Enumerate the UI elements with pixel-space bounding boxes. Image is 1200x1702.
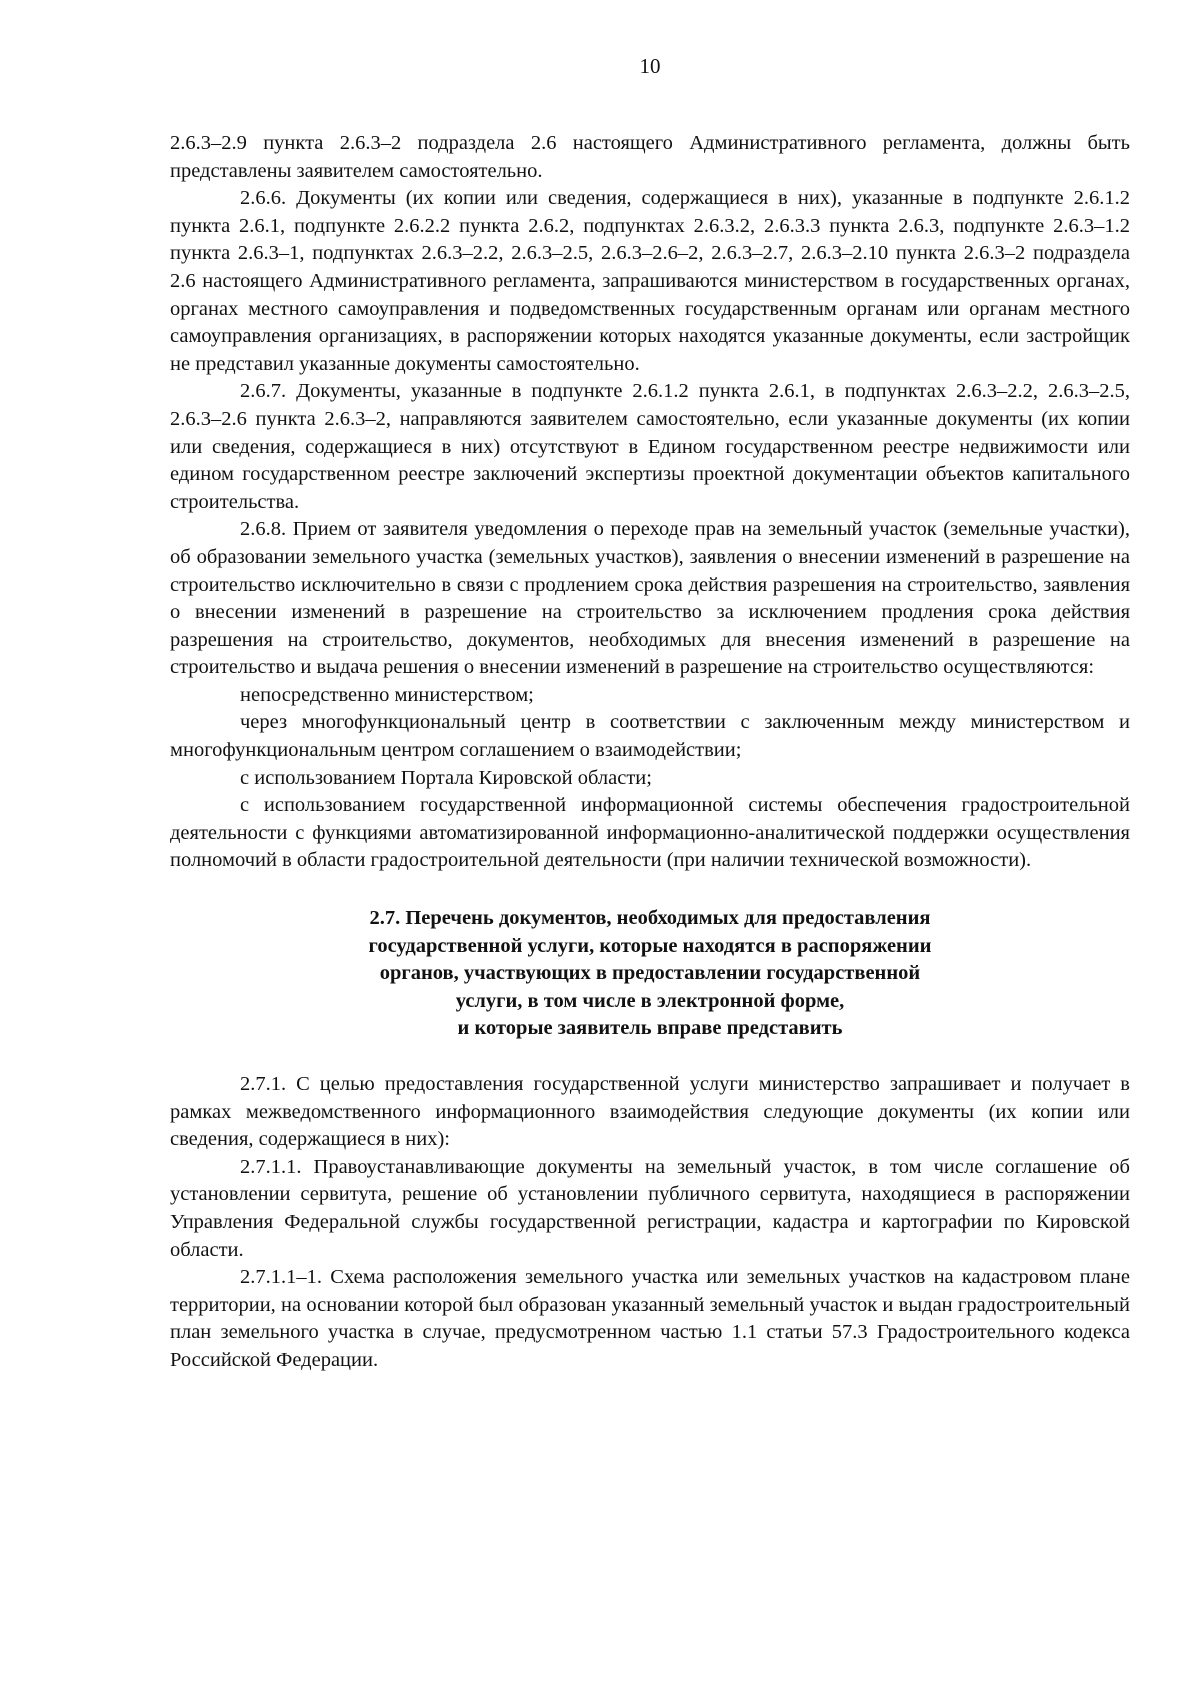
paragraphs-before-heading xyxy=(170,130,1130,875)
list-item: непосредственно министерством; xyxy=(240,683,534,706)
section-heading xyxy=(290,905,1010,1043)
paragraph: 2.6.3–2.9 пункта 2.6.3–2 подраздела 2.6 настоящего Административного регламента, должны быть представлены заявителем самостоятельно. xyxy=(170,132,1130,182)
paragraph: 2.7.1.1–1. Схема расположения земельного участка или земельных участков на кадастровом плане территории, на основании которой был образован указанный земельный участок и выдан градостроительный план земельного участка в случае, предусмотренном частью 1.1 статьи 57.3 Градостроительного кодекса Российской Федерации. xyxy=(170,1266,1130,1371)
section-heading-line: 2.7. Перечень документов, необходимых для предоставления xyxy=(369,907,931,930)
section-heading-line: и которые заявитель вправе представить xyxy=(457,1017,843,1040)
section-heading-line: государственной услуги, которые находятся в распоряжении xyxy=(368,934,932,957)
section-heading-line: услуги, в том числе в электронной форме, xyxy=(455,989,845,1012)
paragraphs-after-heading xyxy=(170,1071,1130,1375)
list-item: через многофункциональный центр в соответствии с заключенным между министерством и многофункциональным центром соглашением о взаимодействии; xyxy=(170,711,1130,762)
page-number: 10 xyxy=(639,54,661,78)
paragraph: 2.6.6. Документы (их копии или сведения, содержащиеся в них), указанные в подпункте 2.6.1.2 пункта 2.6.1, подпункте 2.6.2.2 пункта 2.6.2, подпунктах 2.6.3.2, 2.6.3.3 пункта 2.6.3, подпункте 2.6.3–1.2 пункта 2.6.3–1, подпунктах 2.6.3–2.2, 2.6.3–2.5, 2.6.3–2.6–2, 2.6.3–2.7, 2.6.3–2.10 пункта 2.6.3–2 подраздела 2.6 настоящего Административного регламента, запрашиваются министерством в государственных органах, органах местного самоуправления и подведомственных государственным органам или органам местного самоуправления организациях, в распоряжении которых находятся указанные документы, если застройщик не представил указанные документы самостоятельно. xyxy=(170,187,1130,375)
section-heading-line: органов, участвующих в предоставлении государственной xyxy=(379,962,921,985)
list-item: с использованием государственной информационной системы обеспечения градостроительной деятельности с функциями автоматизированной информационно-аналитической поддержки осуществления полномочий в области градостроительной деятельности (при наличии технической возможности). xyxy=(170,794,1130,872)
document-page xyxy=(170,52,1130,1375)
paragraph: 2.6.8. Прием от заявителя уведомления о переходе прав на земельный участок (земельные участки), об образовании земельного участка (земельных участков), заявления о внесении изменений в разрешение на строительство исключительно в связи с продлением срока действия разрешения на строительство, заявления о внесении изменений в разрешение на строительство за исключением продления срока действия разрешения на строительство, документов, необходимых для внесения изменений в разрешение на строительство и выдача решения о внесении изменений в разрешение на строительство осуществляются: xyxy=(170,518,1130,679)
paragraph: 2.6.7. Документы, указанные в подпункте 2.6.1.2 пункта 2.6.1, в подпунктах 2.6.3–2.2, 2.6.3–2.5, 2.6.3–2.6 пункта 2.6.3–2, направляются заявителем самостоятельно, если указанные документы (их копии или сведения, содержащиеся в них) отсутствуют в Едином государственном реестре недвижимости или едином государственном реестре заключений экспертизы проектной документации объектов капитального строительства. xyxy=(170,380,1130,513)
list-item: с использованием Портала Кировской области; xyxy=(240,766,652,789)
paragraph: 2.7.1. С целью предоставления государственной услуги министерство запрашивает и получает в рамках межведомственного информационного взаимодействия следующие документы (их копии или сведения, содержащиеся в них): xyxy=(170,1073,1130,1151)
paragraph: 2.7.1.1. Правоустанавливающие документы на земельный участок, в том числе соглашение об установлении сервитута, решение об установлении публичного сервитута, находящиеся в распоряжении Управления Федеральной службы государственной регистрации, кадастра и картографии по Кировской области. xyxy=(170,1155,1130,1261)
